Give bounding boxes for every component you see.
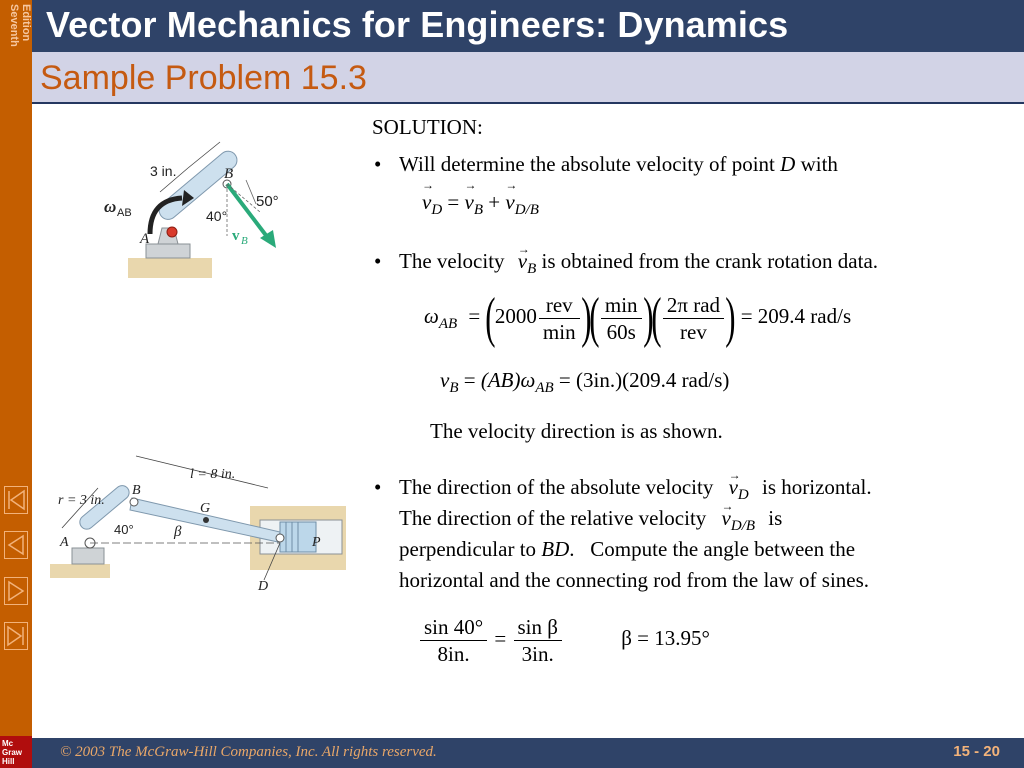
eq2-f2-den: 60s (606, 319, 636, 344)
bullet-2-text (399, 246, 878, 285)
ground-hatch (128, 258, 212, 278)
equation-2 (424, 287, 852, 349)
crank-figure (104, 140, 338, 280)
bullet-3-line-3 (399, 534, 855, 565)
eq4-f1-num: sin 40° (420, 614, 487, 641)
eq2-frac-3 (663, 292, 724, 345)
dim-label: 3 in. (150, 163, 177, 179)
last-slide-icon (5, 623, 27, 649)
eq3-ab: (AB) (480, 368, 521, 392)
eq2-f1-num: rev (539, 292, 580, 319)
eq3-result: (3in.)(209.4 rad/s) (576, 368, 730, 392)
b2-post: is obtained from the crank rotation data. (541, 249, 879, 273)
eq3-omega: ω (520, 368, 536, 392)
eq4-frac-2 (514, 614, 562, 667)
label-omega-sub: AB (117, 207, 132, 219)
bullet-3: • (374, 475, 382, 499)
bullet-3-line-4: horizontal and the connecting rod from the law of sines. (399, 568, 870, 592)
eq2-omega: ω (424, 303, 439, 328)
label-angle40: 40° (114, 522, 134, 537)
subtitle-bar (32, 52, 1024, 104)
logo-line-1: Mc (2, 739, 14, 748)
bullet-2: • (374, 249, 382, 273)
eq2-coef: 2000 (494, 303, 537, 328)
footer-bar (32, 738, 1024, 768)
bullet-1: • (374, 152, 382, 176)
eq1-vdb-sub: D/B (514, 202, 539, 218)
pin-b (130, 498, 138, 506)
eq2-frac-1 (539, 292, 580, 345)
eq2-omega-sub: AB (438, 315, 458, 332)
b3-vd-sub: D (737, 487, 749, 503)
next-slide-icon (5, 578, 27, 604)
label-a: A (60, 535, 69, 550)
page-title: Vector Mechanics for Engineers: Dynamics (46, 4, 789, 45)
label-beta: β (174, 524, 182, 540)
label-p: P (312, 535, 321, 550)
ground-left (50, 564, 110, 578)
logo-line-2: Graw (2, 748, 23, 757)
eq1-vd: → v (422, 190, 431, 215)
eq4-beta: β = 13.95° (621, 626, 710, 651)
label-d: D (258, 579, 269, 594)
b3-vdb-sub: D/B (730, 518, 756, 534)
logo-line-3: Hill (2, 757, 15, 766)
eq4-f1-den: 8in. (437, 642, 470, 666)
pin-d (276, 534, 284, 542)
label-a: A (140, 231, 150, 247)
eq2-f3-den: rev (680, 319, 707, 344)
next-slide-button[interactable] (4, 577, 28, 605)
eq3-v-sub: B (449, 380, 459, 396)
paren-close: ) (642, 287, 654, 349)
label-angle40: 40° (206, 208, 228, 224)
bullet-1-text (399, 149, 838, 180)
direction-note: The velocity direction is as shown. (430, 419, 723, 443)
mcgraw-hill-logo (0, 736, 32, 768)
eq1-plus: + (488, 190, 501, 214)
solution-heading: SOLUTION: (372, 115, 483, 139)
base-a (72, 548, 104, 564)
b3-vdb: → v (722, 503, 731, 534)
b1-pre: Will determine the absolute velocity of point (399, 152, 775, 176)
eq1-vd-sub: D (431, 202, 443, 218)
eq1-vdb: → v (505, 190, 514, 215)
eq2-f1-den: min (542, 319, 576, 344)
previous-slide-button[interactable] (4, 531, 28, 559)
b3-l2-post: is (768, 506, 783, 530)
eq4-f2-num: sin β (514, 614, 562, 641)
b3-l1-pre: The direction of the absolute velocity (399, 475, 714, 499)
eq4-frac-1 (420, 614, 487, 667)
eq3-equals-2: = (558, 368, 571, 392)
eq2-equals: = (468, 303, 481, 328)
equation-1 (422, 190, 539, 219)
b1-post: with (800, 152, 838, 176)
edition-line-1: Seventh (8, 4, 20, 47)
previous-slide-icon (5, 532, 27, 558)
b3-l1-post: is horizontal. (762, 475, 872, 499)
b2-vb-sub: B (527, 261, 537, 277)
eq3-omega-sub: AB (535, 380, 554, 396)
b2-vb: → v (518, 246, 527, 277)
eq1-vb-sub: B (473, 202, 484, 218)
equation-4 (418, 614, 710, 667)
paren-open: ( (589, 287, 600, 349)
b2-pre: The velocity (399, 249, 505, 273)
eq4-equals: = (494, 626, 507, 651)
eq2-f3-num: 2π rad (663, 292, 724, 319)
title-bar (32, 0, 1024, 52)
label-b: B (132, 483, 141, 498)
label-angle50: 50° (256, 193, 279, 210)
label-length: l = 8 in. (190, 467, 236, 482)
eq3-equals-1: = (463, 368, 476, 392)
label-vb: v (232, 228, 240, 244)
edition-label (1, 2, 31, 72)
b3-l3-pre: perpendicular to (399, 537, 537, 561)
eq2-frac-2 (601, 292, 642, 345)
edition-line-2: Edition (20, 4, 32, 42)
last-slide-button[interactable] (4, 622, 28, 650)
paren-close: ) (725, 287, 736, 349)
paren-open: ( (485, 287, 496, 349)
label-vb-sub: B (241, 235, 248, 247)
pin-a (167, 227, 177, 237)
b3-l2-pre: The direction of the relative velocity (399, 506, 707, 530)
eq4-f2-den: 3in. (521, 642, 554, 666)
paren-close: ) (580, 287, 592, 349)
point-g (203, 517, 209, 523)
first-slide-icon (5, 487, 27, 513)
label-b: B (224, 166, 234, 182)
first-slide-button[interactable] (4, 486, 28, 514)
eq3-v: v (440, 368, 450, 392)
copyright-text: © 2003 The McGraw-Hill Companies, Inc. All rights reserved. (60, 744, 437, 760)
angle50-guide (246, 180, 256, 204)
eq2-f2-num: min (601, 292, 642, 319)
slide-title: Sample Problem 15.3 (40, 59, 367, 97)
label-omega: ω (104, 197, 117, 216)
sidebar (0, 0, 32, 768)
eq2-result: = 209.4 rad/s (740, 303, 852, 328)
b3-vd: → v (729, 472, 738, 503)
paren-open: ( (651, 287, 662, 349)
slider-crank-figure (50, 448, 350, 596)
b3-l3-var: BD (541, 537, 570, 561)
b3-l3-post: . Compute the angle between the (569, 537, 856, 561)
eq1-vb: → v (465, 190, 474, 215)
equation-3 (440, 368, 729, 397)
eq1-equals: = (447, 190, 460, 214)
label-g: G (200, 501, 211, 516)
b1-var: D (780, 152, 796, 176)
label-radius: r = 3 in. (58, 493, 105, 508)
base-block (146, 244, 190, 258)
page-number: 15 - 20 (953, 743, 1000, 760)
